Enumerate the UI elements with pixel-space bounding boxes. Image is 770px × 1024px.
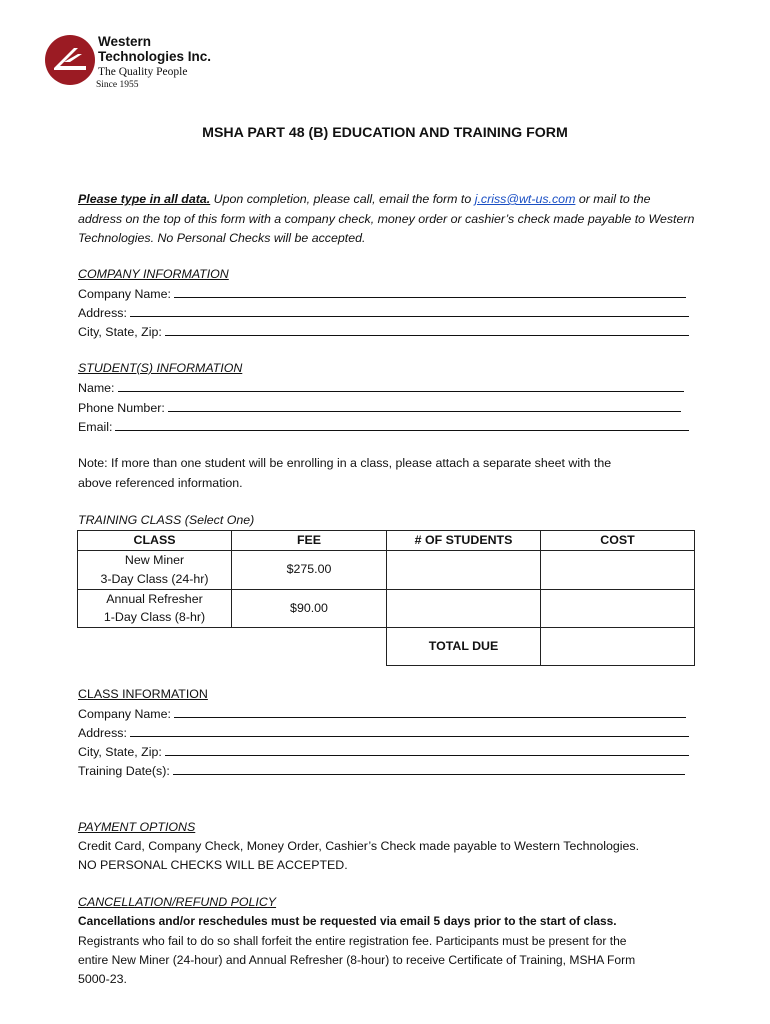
- fee-cell: $275.00: [232, 550, 387, 589]
- logo-since: Since 1955: [96, 80, 139, 90]
- students-input-cell[interactable]: [387, 550, 541, 589]
- training-dates-input[interactable]: [173, 761, 685, 775]
- students-input-cell[interactable]: [387, 589, 541, 627]
- payment-options-heading: PAYMENT OPTIONS: [78, 820, 196, 834]
- class-address-label: Address:: [78, 726, 127, 740]
- total-row: [78, 627, 695, 665]
- logo-brand-line-2: Technologies Inc.: [98, 49, 212, 64]
- student-email-field[interactable]: [78, 417, 689, 437]
- student-name-input[interactable]: [118, 378, 685, 392]
- training-class-table: [77, 530, 695, 666]
- empty-cell: [78, 627, 232, 665]
- cost-input-cell[interactable]: [541, 550, 695, 589]
- class-city-state-zip-input[interactable]: [165, 742, 689, 756]
- intro-text-1: Upon completion, please call, email the form to: [210, 192, 475, 206]
- western-technologies-logo-icon: [44, 34, 96, 86]
- class-city-state-zip-label: City, State, Zip:: [78, 745, 162, 759]
- col-header-cost: COST: [541, 531, 695, 551]
- col-header-students: # OF STUDENTS: [387, 531, 541, 551]
- cancellation-line-2: Registrants who fail to do so shall forfeit the entire registration fee. Participants must be present for the: [78, 934, 627, 948]
- class-name: Annual Refresher: [106, 591, 203, 606]
- class-company-name-label: Company Name:: [78, 707, 171, 721]
- table-row[interactable]: [78, 550, 695, 589]
- class-duration: 1-Day Class (8-hr): [103, 610, 206, 624]
- class-info-heading: CLASS INFORMATION: [78, 687, 208, 701]
- class-duration: 3-Day Class (24-hr): [100, 571, 209, 586]
- student-info-heading: STUDENT(S) INFORMATION: [78, 361, 243, 375]
- student-phone-label: Phone Number:: [78, 401, 165, 415]
- col-header-class: CLASS: [78, 531, 232, 551]
- total-due-label: TOTAL DUE: [387, 627, 541, 665]
- training-dates-label: Training Date(s):: [78, 764, 170, 778]
- student-email-input[interactable]: [115, 417, 689, 431]
- training-dates-field[interactable]: [78, 761, 685, 781]
- intro-text-2: or mail to the address on the top of this form with a company check, money order or cashier’s check made payable to Western Technologies. No Personal Checks will be accepted.: [78, 192, 695, 245]
- class-address-field[interactable]: [78, 723, 689, 743]
- cancellation-line-4: 5000-23.: [78, 972, 127, 986]
- student-email-label: Email:: [78, 420, 113, 434]
- company-info-heading: COMPANY INFORMATION: [78, 267, 229, 281]
- intro-lead: Please type in all data.: [78, 192, 211, 206]
- company-logo: [38, 28, 400, 94]
- class-city-state-zip-field[interactable]: [78, 742, 689, 762]
- contact-email-link[interactable]: j.criss@wt-us.com: [474, 192, 576, 206]
- student-name-field[interactable]: [78, 378, 684, 398]
- cost-input-cell[interactable]: [541, 589, 695, 627]
- class-company-name-field[interactable]: [78, 704, 686, 724]
- fee-cell: $90.00: [232, 589, 387, 627]
- class-cell-new-miner[interactable]: [78, 550, 232, 589]
- col-header-fee: FEE: [232, 531, 387, 551]
- company-city-state-zip-label: City, State, Zip:: [78, 325, 162, 339]
- table-row[interactable]: [78, 589, 695, 627]
- table-header-row: [78, 531, 695, 551]
- intro-paragraph: [78, 190, 696, 249]
- cancellation-line-3: entire New Miner (24-hour) and Annual Refresher (8-hour) to receive Certificate of Training, MSHA Form: [78, 953, 636, 967]
- class-address-input[interactable]: [130, 723, 689, 737]
- empty-cell: [232, 627, 387, 665]
- form-title: MSHA PART 48 (B) EDUCATION AND TRAINING FORM: [202, 125, 568, 141]
- student-phone-input[interactable]: [168, 398, 681, 412]
- note-line-1: Note: If more than one student will be enrolling in a class, please attach a separate sheet with the: [78, 456, 612, 470]
- company-name-input[interactable]: [174, 284, 686, 298]
- cancellation-heading: CANCELLATION/REFUND POLICY: [78, 895, 277, 909]
- student-phone-field[interactable]: [78, 398, 681, 418]
- student-name-label: Name:: [78, 381, 115, 395]
- company-city-state-zip-input[interactable]: [165, 322, 689, 336]
- training-class-heading: TRAINING CLASS (Select One): [78, 513, 255, 527]
- logo-brand-line-1: Western: [98, 34, 152, 49]
- note-line-2: above referenced information.: [78, 476, 243, 490]
- company-address-field[interactable]: [78, 303, 689, 323]
- company-name-field[interactable]: [78, 284, 686, 304]
- logo-tagline: The Quality People: [98, 66, 188, 78]
- cancellation-bold-line: Cancellations and/or reschedules must be requested via email 5 days prior to the start of class.: [78, 914, 617, 928]
- class-name: New Miner: [124, 553, 185, 567]
- total-due-input-cell[interactable]: [541, 627, 695, 665]
- payment-options-line-1: Credit Card, Company Check, Money Order, Cashier’s Check made payable to Western Technologies.: [78, 839, 640, 853]
- payment-options-line-2: NO PERSONAL CHECKS WILL BE ACCEPTED.: [78, 858, 348, 872]
- company-address-label: Address:: [78, 306, 127, 320]
- company-address-input[interactable]: [130, 303, 689, 317]
- company-name-label: Company Name:: [78, 287, 171, 301]
- company-city-state-zip-field[interactable]: [78, 322, 689, 342]
- class-cell-annual-refresher[interactable]: [78, 589, 232, 627]
- class-company-name-input[interactable]: [174, 704, 686, 718]
